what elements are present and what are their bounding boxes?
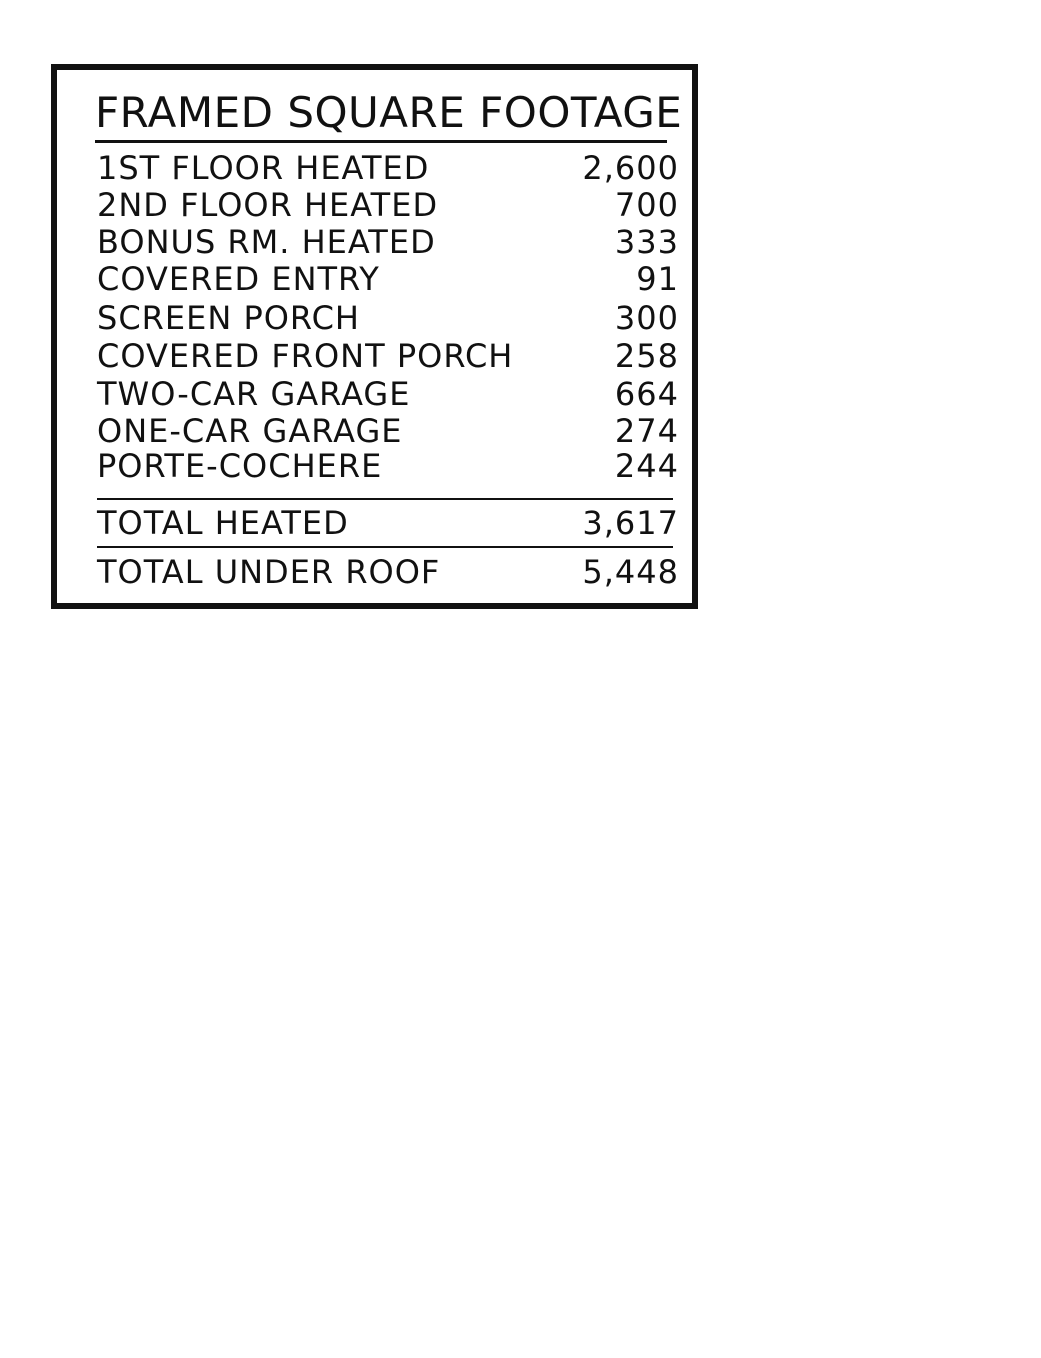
area-value: 274 [614, 412, 679, 450]
area-label: ONE-CAR GARAGE [97, 412, 403, 450]
total-under-roof-row [97, 552, 679, 592]
area-label: TWO-CAR GARAGE [97, 375, 411, 413]
area-row [97, 413, 679, 450]
total-under-roof-value: 5,448 [582, 553, 679, 591]
area-label: SCREEN PORCH [97, 299, 360, 337]
area-row [97, 300, 679, 337]
area-label: COVERED ENTRY [97, 260, 380, 298]
area-value: 91 [636, 260, 679, 298]
area-value: 300 [614, 299, 679, 337]
area-row [97, 376, 679, 413]
area-row [97, 338, 679, 375]
area-row [97, 224, 679, 261]
area-value: 664 [614, 375, 679, 413]
total-heated-row [97, 503, 679, 543]
area-row [97, 187, 679, 224]
area-row [97, 448, 679, 485]
divider-line [97, 546, 673, 548]
area-label: COVERED FRONT PORCH [97, 337, 514, 375]
divider-line [97, 498, 673, 500]
area-label: PORTE-COCHERE [97, 447, 383, 485]
square-footage-box [51, 64, 698, 609]
area-label: BONUS RM. HEATED [97, 223, 436, 261]
area-label: 2ND FLOOR HEATED [97, 186, 439, 224]
area-label: 1ST FLOOR HEATED [97, 149, 430, 187]
area-value: 333 [614, 223, 679, 261]
area-value: 244 [614, 447, 679, 485]
table-title: FRAMED SQUARE FOOTAGE [95, 88, 667, 143]
total-under-roof-label: TOTAL UNDER ROOF [97, 553, 441, 591]
area-value: 258 [614, 337, 679, 375]
area-value: 700 [614, 186, 679, 224]
area-row [97, 261, 679, 298]
area-row [97, 150, 679, 187]
total-heated-label: TOTAL HEATED [97, 504, 349, 542]
total-heated-value: 3,617 [582, 504, 679, 542]
area-value: 2,600 [582, 149, 679, 187]
